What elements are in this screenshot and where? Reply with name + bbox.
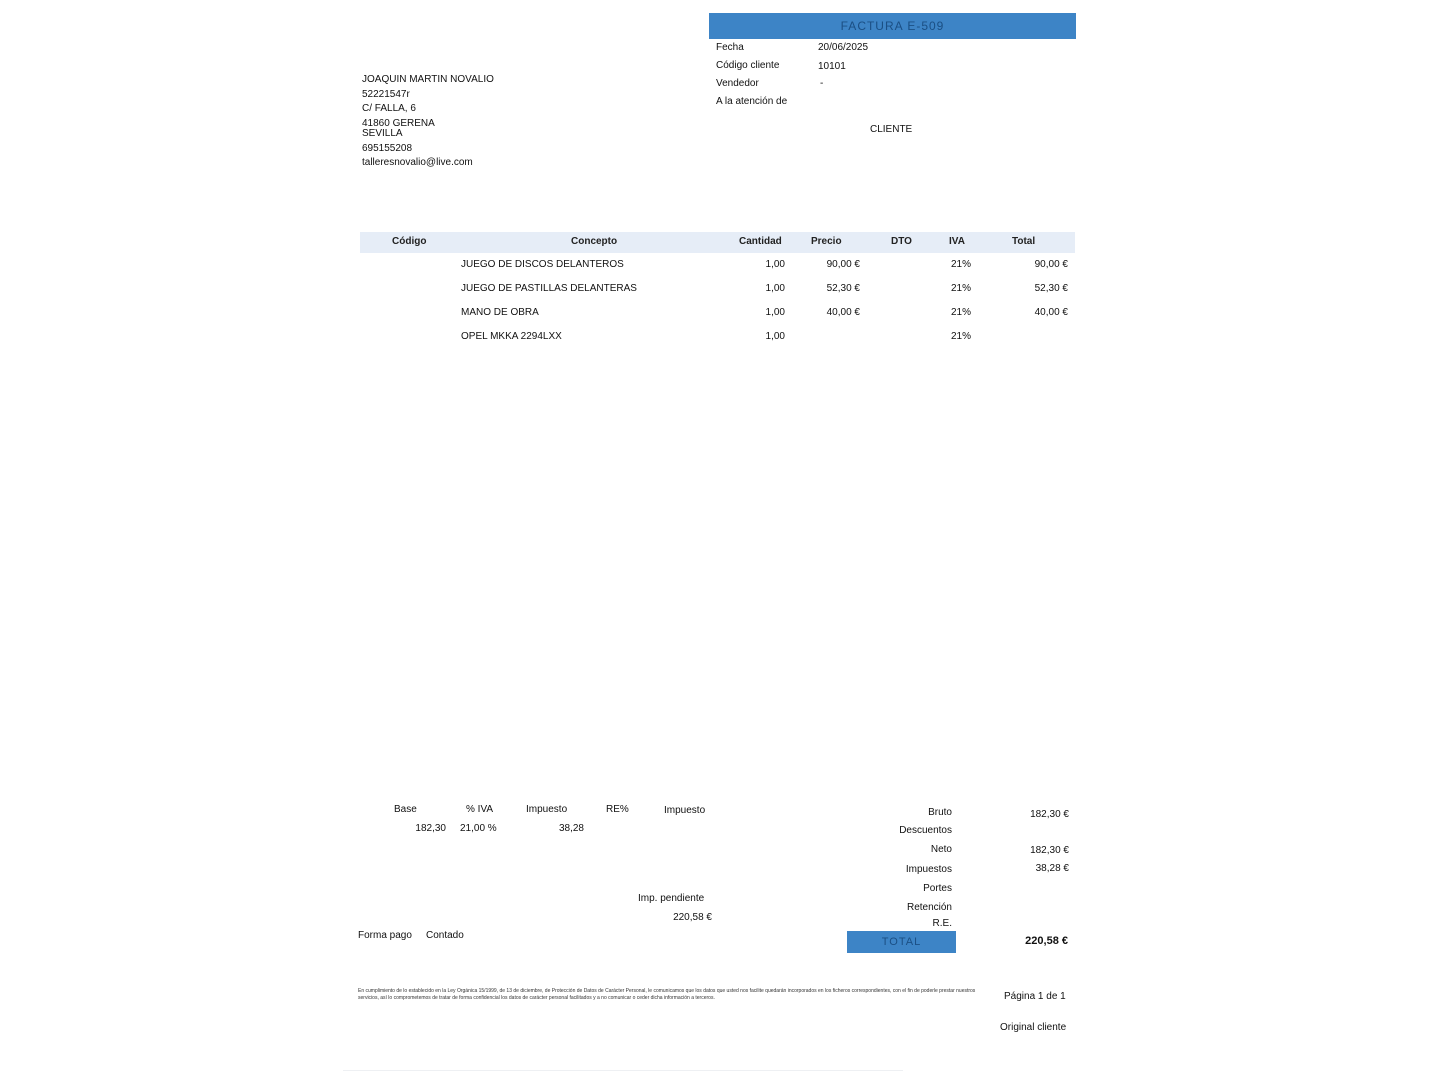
cell-iva: 21% (951, 307, 972, 318)
issuer-name: JOAQUIN MARTIN NOVALIO (362, 74, 494, 85)
issuer-block (362, 73, 494, 170)
col-concepto: Concepto (571, 236, 618, 247)
descuentos-label: Descuentos (899, 825, 952, 836)
retencion-label: Retención (906, 902, 952, 913)
value-vendedor: - (820, 78, 824, 89)
neto-label: Neto (930, 844, 952, 855)
label-vendedor: Vendedor (716, 78, 759, 89)
total-label: TOTAL (847, 931, 956, 953)
total-value: 220,58 € (1025, 935, 1068, 947)
col-codigo: Código (392, 236, 427, 247)
label-atencion: A la atención de (716, 96, 788, 107)
col-dto: DTO (891, 236, 912, 247)
tax-base: 182,30 (415, 823, 446, 834)
tax-header-re-impuesto: Impuesto (664, 805, 706, 816)
value-fecha: 20/06/2025 (818, 42, 869, 53)
cell-concepto: JUEGO DE DISCOS DELANTEROS (461, 259, 624, 270)
tax-header-impuesto: Impuesto (526, 804, 568, 815)
cell-iva: 21% (951, 283, 972, 294)
label-codigo-cliente: Código cliente (716, 60, 780, 71)
tax-amount: 38,28 (558, 823, 584, 834)
copy-label: Original cliente (1000, 1022, 1067, 1033)
table-row (360, 282, 1075, 306)
cell-precio: 90,00 € (826, 259, 860, 270)
table-row (360, 306, 1075, 330)
client-label: CLIENTE (870, 124, 913, 135)
neto-value: 182,30 € (1030, 845, 1069, 856)
cell-total: 90,00 € (1034, 259, 1068, 270)
table-row (360, 258, 1075, 282)
tax-header-iva: % IVA (466, 804, 494, 815)
cell-concepto: MANO DE OBRA (461, 307, 539, 318)
issuer-email: talleresnovalio@live.com (362, 157, 473, 168)
payment-value: Contado (426, 930, 464, 941)
cell-cantidad: 1,00 (765, 283, 785, 294)
re-label: R.E. (932, 918, 952, 929)
pending-value: 220,58 € (673, 912, 712, 923)
bruto-value: 182,30 € (1030, 809, 1069, 820)
invoice-title: FACTURA E-509 (709, 13, 1076, 39)
cell-iva: 21% (951, 259, 972, 270)
items-table-header (360, 232, 1075, 253)
label-fecha: Fecha (716, 42, 744, 53)
cell-cantidad: 1,00 (765, 331, 785, 342)
issuer-street: C/ FALLA, 6 (362, 103, 416, 114)
tax-iva-pct: 21,00 % (460, 823, 497, 834)
payment-label: Forma pago (358, 930, 412, 941)
page-edge (343, 1070, 903, 1071)
cell-total: 40,00 € (1034, 307, 1068, 318)
impuestos-value: 38,28 € (1035, 863, 1069, 874)
col-precio: Precio (811, 236, 842, 247)
issuer-phone: 695155208 (362, 142, 413, 154)
tax-header-base: Base (394, 804, 417, 815)
cell-cantidad: 1,00 (765, 307, 785, 318)
value-codigo-cliente: 10101 (818, 61, 846, 72)
cell-precio: 52,30 € (826, 283, 860, 294)
cell-concepto: JUEGO DE PASTILLAS DELANTERAS (461, 283, 637, 294)
portes-label: Portes (923, 883, 952, 894)
legal-notice: En cumplimiento de lo establecido en la Ley Orgánica 15/1999, de 13 de diciembre, de Protección de Datos de Carácter Personal, le comunicamos que los datos que usted nos facilite quedarán incorporados en los ficheros correspondientes, con el fin de poderle prestar nuestros servicios, así lo comprometemos de tratar de forma confidencial los datos de carácter personal facilitados y a no comunicar o ceder dicha información a terceros. (358, 988, 976, 1002)
cell-cantidad: 1,00 (765, 259, 785, 270)
bruto-label: Bruto (928, 807, 952, 818)
col-iva: IVA (949, 236, 965, 247)
issuer-city: 41860 GERENA (362, 117, 435, 129)
cell-precio: 40,00 € (826, 307, 860, 318)
cell-total: 52,30 € (1034, 283, 1068, 294)
issuer-nif: 52221547r (362, 88, 410, 100)
cell-iva: 21% (951, 331, 972, 342)
impuestos-label: Impuestos (905, 864, 952, 875)
table-row (360, 330, 1075, 354)
col-total: Total (1012, 236, 1036, 247)
col-cantidad: Cantidad (739, 236, 782, 247)
page-number: Página 1 de 1 (1004, 991, 1066, 1002)
items-table-body (360, 258, 1075, 354)
issuer-province: SEVILLA (362, 128, 403, 139)
pending-label: Imp. pendiente (638, 893, 705, 904)
tax-header-re: RE% (606, 804, 629, 815)
cell-concepto: OPEL MKKA 2294LXX (461, 331, 562, 342)
